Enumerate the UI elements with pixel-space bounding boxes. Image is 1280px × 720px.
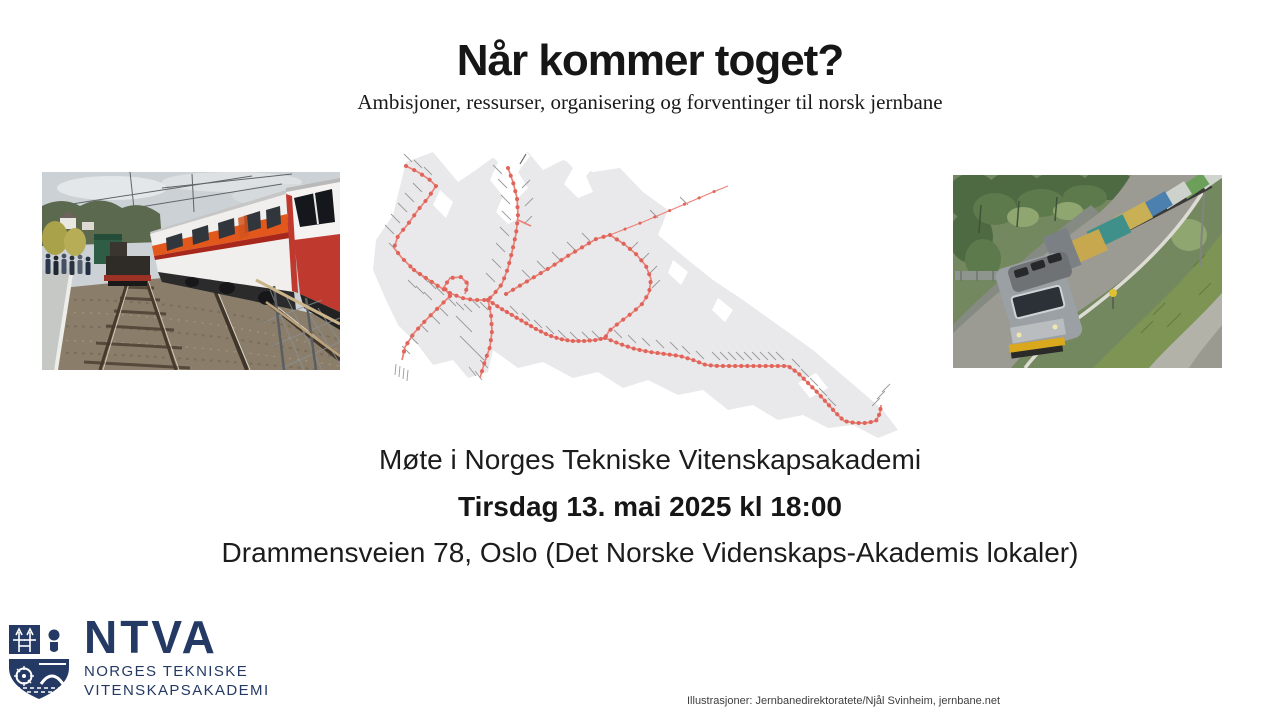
page-title: Når kommer toget? bbox=[456, 36, 844, 85]
meeting-datetime: Tirsdag 13. mai 2025 kl 18:00 bbox=[458, 491, 842, 522]
ntva-shield-icon bbox=[8, 624, 70, 700]
illustration-credit: Illustrasjoner: Jernbanedirektoratete/Njål Svinheim, jernbane.net bbox=[687, 695, 1001, 707]
passenger-train-photo bbox=[42, 172, 340, 370]
subtitle: Ambisjoner, ressurser, organisering og forventinger til norsk jernbane bbox=[357, 90, 943, 114]
freight-train-photo bbox=[953, 175, 1222, 368]
ntva-acronym: NTVA bbox=[84, 611, 218, 663]
meeting-line: Møte i Norges Tekniske Vitenskapsakademi bbox=[378, 444, 922, 475]
railway-network-map bbox=[368, 148, 920, 450]
meeting-address: Drammensveien 78, Oslo (Det Norske Videnskaps-Akademis lokaler) bbox=[221, 537, 1079, 568]
ntva-name-line2: VITENSKAPSAKADEMI bbox=[84, 682, 270, 699]
ntva-name-line1: NORGES TEKNISKE bbox=[84, 663, 249, 680]
ntva-logo bbox=[8, 611, 270, 714]
